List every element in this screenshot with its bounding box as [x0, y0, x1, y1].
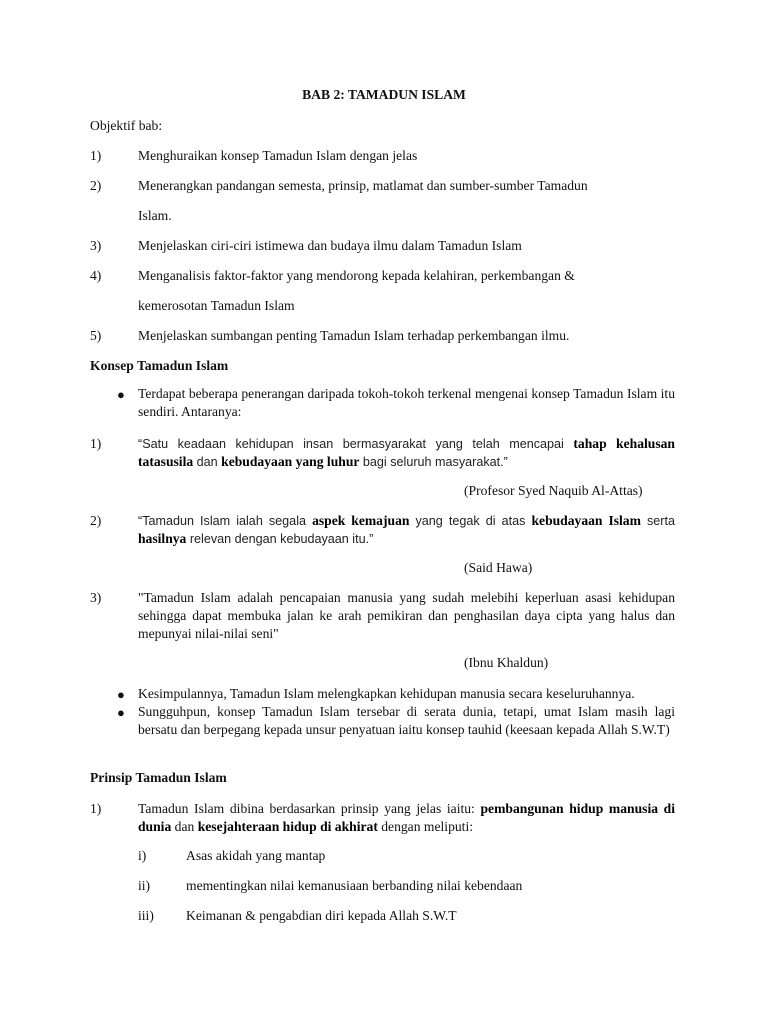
quote-text: dan	[193, 455, 222, 469]
quote-said-hawa	[138, 512, 675, 548]
sub-item-number: i)	[138, 848, 147, 863]
objective-text: Menjelaskan sumbangan penting Tamadun Islam terhadap perkembangan ilmu.	[138, 328, 570, 343]
objective-text: Menganalisis faktor-faktor yang mendorong kepada kelahiran, perkembangan &	[138, 268, 575, 283]
quote-attas	[138, 435, 675, 471]
principle-text: dan	[171, 819, 198, 834]
objective-text: Menerangkan pandangan semesta, prinsip, matlamat dan sumber-sumber Tamadun	[138, 178, 588, 193]
quote-number: 2)	[90, 513, 102, 528]
principle-number: 1)	[90, 801, 102, 816]
quote-text: yang tegak di atas	[409, 514, 532, 528]
quote-number: 1)	[90, 436, 102, 451]
principle-paragraph	[138, 800, 675, 836]
quote-number: 3)	[90, 590, 102, 605]
page-title: BAB 2: TAMADUN ISLAM	[302, 87, 466, 102]
objective-text: Menghuraikan konsep Tamadun Islam dengan jelas	[138, 148, 418, 163]
principle-bold-text: pembangunan hidup manusia di dunia	[138, 801, 676, 834]
sub-item-text: mementingkan nilai kemanusiaan berbanding nilai kebendaan	[186, 878, 523, 893]
objectives-label: Objektif bab:	[90, 118, 163, 133]
bullet-icon: ●	[117, 705, 125, 720]
intro-paragraph: Terdapat beberapa penerangan daripada tokoh-tokoh terkenal mengenai konsep Tamadun Islam itu sendiri. Antaranya:	[138, 386, 675, 419]
quote-bold-text: kebudayaan yang luhur	[221, 454, 360, 469]
tauhid-paragraph: Sungguhpun, konsep Tamadun Islam tersebar di serata dunia, tetapi, umat Islam masih lagi bersatu dan berpegang kepada unsur penyatuan iaitu konsep tauhid (keesaan kepada Allah S.W.T)	[138, 704, 675, 737]
quote-text: relevan dengan kebudayaan itu.”	[186, 532, 374, 546]
quote-bold-text: hasilnya	[138, 531, 187, 546]
quote-text: “Tamadun Islam ialah segala	[138, 514, 313, 528]
principle-text: dengan meliputi:	[377, 819, 473, 834]
objective-number: 4)	[90, 268, 102, 283]
objective-text-continued: Islam.	[138, 208, 172, 223]
conclusion-paragraph: Kesimpulannya, Tamadun Islam melengkapkan kehidupan manusia secara keseluruhannya.	[138, 686, 635, 701]
objective-number: 1)	[90, 148, 102, 163]
sub-item-number: ii)	[138, 878, 151, 893]
objective-text-continued: kemerosotan Tamadun Islam	[138, 298, 295, 313]
bullet-icon: ●	[117, 387, 125, 402]
objective-number: 5)	[90, 328, 102, 343]
objective-number: 3)	[90, 238, 102, 253]
quote-citation: (Said Hawa)	[464, 560, 533, 575]
quote-bold-text: tahap kehalusan tatasusila	[138, 436, 675, 469]
sub-item-text: Keimanan & pengabdian diri kepada Allah S.W.T	[186, 908, 457, 923]
bullet-icon: ●	[117, 687, 125, 702]
principle-bold-text: kesejahteraan hidup di akhirat	[197, 819, 378, 834]
quote-text: serta	[640, 514, 675, 528]
section-heading-konsep: Konsep Tamadun Islam	[90, 358, 229, 373]
section-heading-prinsip: Prinsip Tamadun Islam	[90, 770, 227, 785]
objective-number: 2)	[90, 178, 102, 193]
quote-text: “Satu keadaan kehidupan insan bermasyarakat yang telah mencapai	[138, 437, 574, 451]
principle-text: Tamadun Islam dibina berdasarkan prinsip yang jelas iaitu:	[138, 801, 481, 816]
quote-ibnu-khaldun: "Tamadun Islam adalah pencapaian manusia yang sudah melebihi keperluan asasi kehidupan sehingga dapat membuka jalan ke arah pemikiran dan penghasilan daya cipta yang halus dan mepunyai nilai-nilai seni"	[138, 590, 675, 641]
sub-item-text: Asas akidah yang mantap	[186, 848, 326, 863]
objective-text: Menjelaskan ciri-ciri istimewa dan budaya ilmu dalam Tamadun Islam	[138, 238, 522, 253]
quote-citation: (Ibnu Khaldun)	[464, 655, 549, 670]
quote-bold-text: aspek kemajuan	[312, 513, 410, 528]
sub-item-number: iii)	[138, 908, 154, 923]
quote-bold-text: kebudayaan Islam	[531, 513, 641, 528]
quote-citation: (Profesor Syed Naquib Al-Attas)	[464, 483, 643, 498]
quote-text: bagi seluruh masyarakat.”	[359, 455, 508, 469]
